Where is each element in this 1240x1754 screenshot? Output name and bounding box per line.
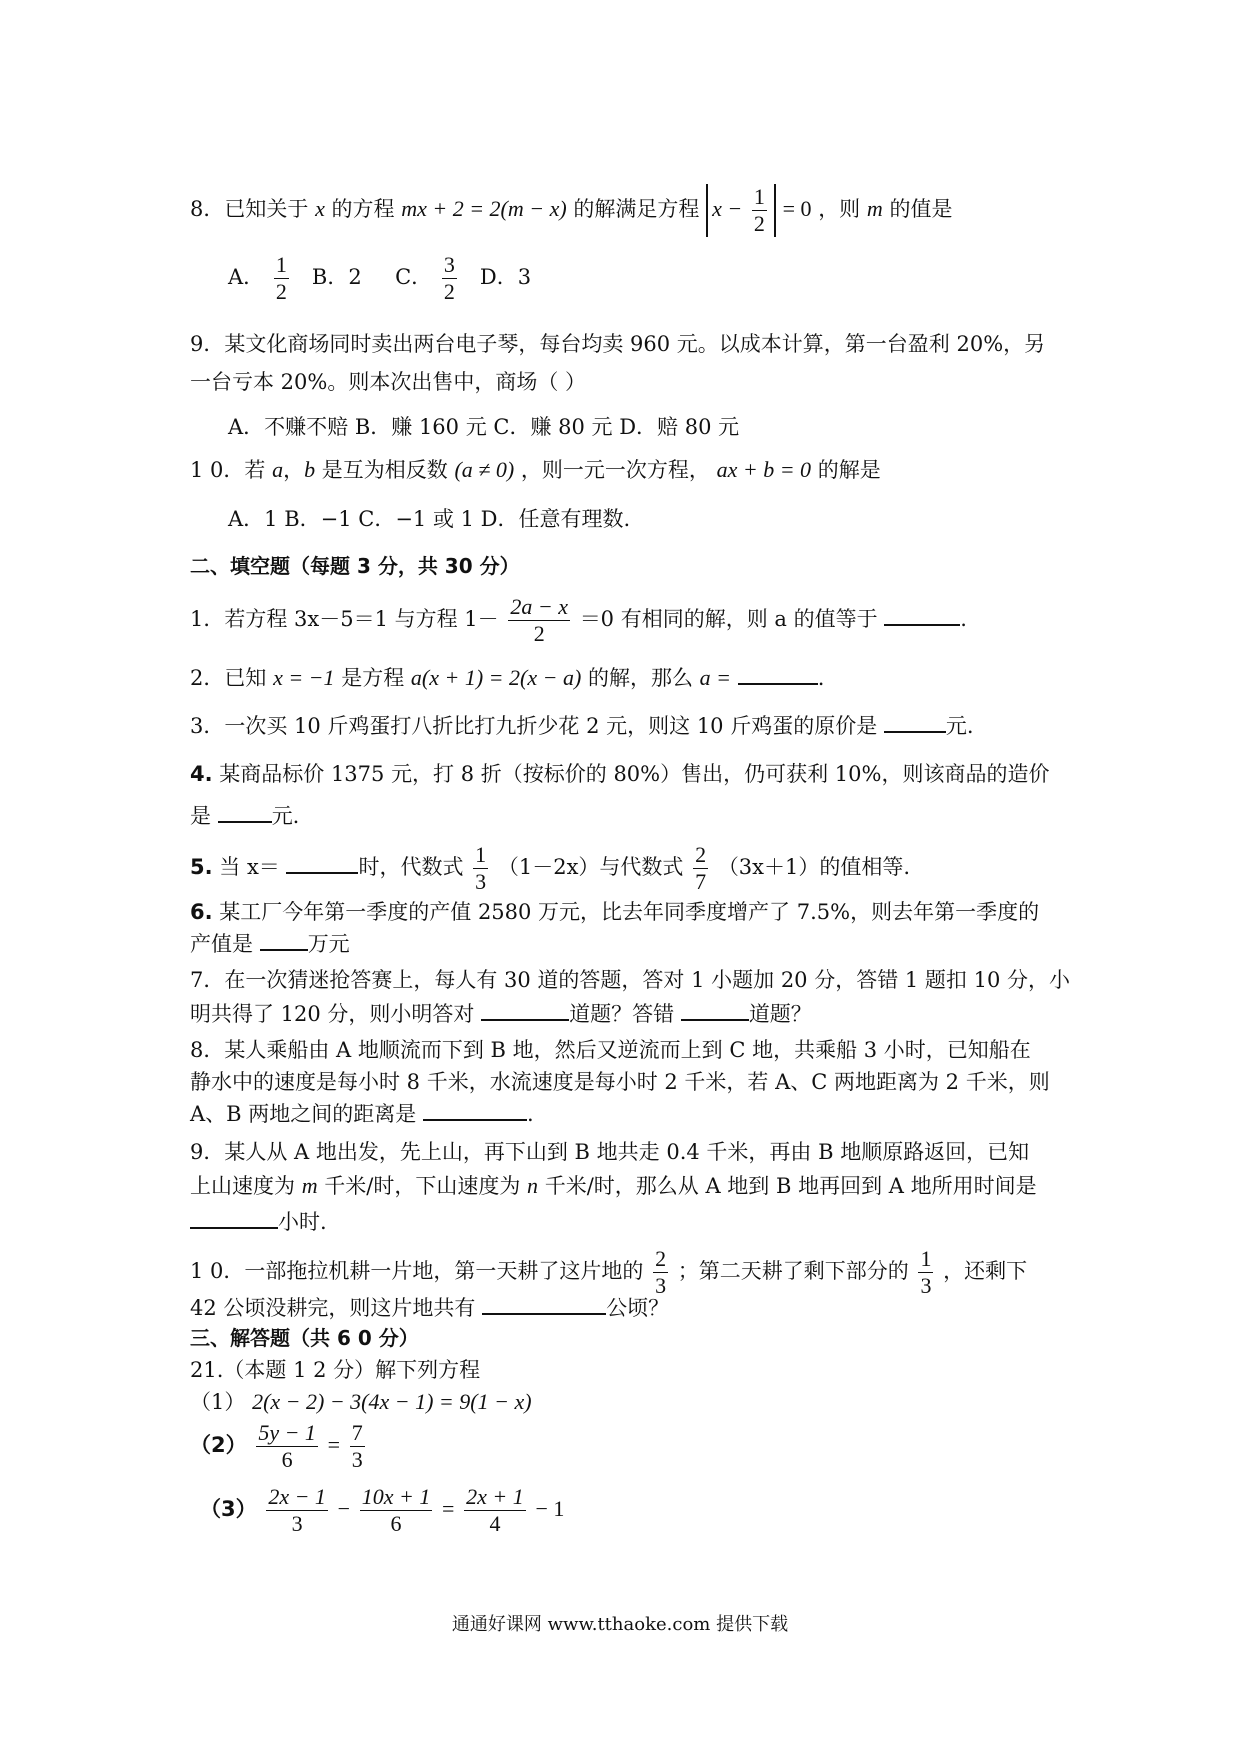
- fill-6-text: 万元: [307, 932, 350, 956]
- q10-text: 是互为相反数: [321, 458, 448, 482]
- fill-7-text: 道题？答错: [569, 1002, 675, 1026]
- fill-4-text: 是: [190, 804, 211, 828]
- fraction-numerator: 2x + 1: [466, 1484, 524, 1509]
- fill-9-line1: 9．某人从 A 地出发，先上山，再下山到 B 地共走 0.4 千米，再由 B 地顺原路返回，已知: [190, 1140, 1030, 1164]
- fill-10-text: 42 公顷没耕完，则这片地共有: [190, 1296, 476, 1320]
- q10-options: A．1 B．−1 C．−1 或 1 D．任意有理数.: [228, 507, 631, 531]
- fill-2-text: 的解，那么: [587, 666, 693, 690]
- fill-7-line1: 7．在一次猜迷抢答赛上，每人有 30 道的答题，答对 1 小题加 20 分，答错 1 题扣 10 分，小: [190, 968, 1070, 992]
- q21-title: 21.（本题 1 2 分）解下列方程: [190, 1358, 481, 1382]
- q21-part2-fraction-left: [256, 1420, 318, 1473]
- fill-10-text: 公顷？: [606, 1296, 670, 1320]
- answer-blank[interactable]: [286, 854, 358, 874]
- fraction-numerator: 1: [753, 184, 765, 209]
- fill-3: [190, 712, 974, 740]
- option-a-label: A．: [228, 265, 265, 289]
- q8-var-x: x: [315, 196, 325, 221]
- part-label: （2）: [190, 1433, 247, 1457]
- q8-absolute-value: [706, 184, 776, 237]
- option-b: B．2: [311, 265, 362, 289]
- q21-part1: [190, 1388, 532, 1416]
- fill-1-fraction: [508, 594, 570, 647]
- fraction-numerator: 10x + 1: [361, 1484, 431, 1509]
- fraction-denominator: 2: [753, 211, 765, 236]
- fill-9-var-n: n: [527, 1173, 539, 1198]
- fill-4-line1: [190, 760, 1049, 788]
- fill-5-text: （1－2x）与代数式: [497, 855, 684, 879]
- fraction-numerator: 2: [695, 842, 707, 867]
- option-d: D．3: [479, 265, 532, 289]
- equals-sign: =: [442, 1496, 455, 1521]
- fill-6-text: 产值是: [190, 932, 253, 956]
- minus-sign: −: [337, 1496, 351, 1521]
- q10-text: ，: [283, 458, 305, 482]
- fraction-denominator: 6: [281, 1447, 293, 1472]
- fraction-numerator: 2a − x: [510, 594, 568, 619]
- answer-blank[interactable]: [481, 1001, 569, 1021]
- answer-blank[interactable]: [190, 1209, 278, 1229]
- fill-2: [190, 664, 824, 692]
- fill-7-text: 明共得了 120 分，则小明答对: [190, 1002, 475, 1026]
- fill-8-line1: 8．某人乘船由 A 地顺流而下到 B 地，然后又逆流而上到 C 地，共乘船 3 小时，已知船在: [190, 1038, 1031, 1062]
- fill-8-text: .: [526, 1102, 534, 1126]
- fill-1-end: .: [960, 607, 967, 631]
- fraction-denominator: 3: [475, 869, 487, 894]
- fill-1-text: 1．若方程 3x－5＝1 与方程 1－: [190, 607, 499, 631]
- q8-equation: mx + 2 = 2(m − x): [401, 196, 567, 221]
- fill-5-text: （3x＋1）的值相等.: [717, 855, 911, 879]
- fill-6-number: 6.: [190, 900, 213, 924]
- answer-blank[interactable]: [738, 665, 818, 685]
- fraction-numerator: 1: [475, 842, 487, 867]
- fraction-numerator: 1: [920, 1246, 932, 1271]
- fill-10-text: 1 0．一部拖拉机耕一片地，第一天耕了这片地的: [190, 1259, 644, 1283]
- fraction-numerator: 5y − 1: [258, 1420, 316, 1445]
- q21-part2-fraction-right: [350, 1420, 365, 1473]
- fill-8-line3: [190, 1100, 534, 1128]
- answer-blank[interactable]: [423, 1101, 527, 1121]
- page-footer: 通通好课网 www.tthaoke.com 提供下载: [451, 1614, 789, 1635]
- q8-options: [228, 252, 531, 305]
- q8-text: 的值是: [889, 197, 953, 221]
- fill-10-text: ，还剩下: [943, 1259, 1028, 1283]
- fill-3-end: 元.: [945, 714, 974, 738]
- fill-9-line2: [190, 1172, 1037, 1200]
- fraction-denominator: 3: [351, 1447, 363, 1472]
- q21-part3: [200, 1484, 564, 1537]
- answer-blank[interactable]: [681, 1001, 749, 1021]
- q8-text: 8．已知关于: [190, 197, 309, 221]
- q10-stem: [190, 456, 881, 484]
- fraction-numerator: 7: [351, 1420, 363, 1445]
- fill-5-fraction-a: [473, 842, 488, 895]
- q9-options: A．不赚不赔 B．赚 160 元 C．赚 80 元 D．赔 80 元: [228, 415, 740, 439]
- fill-10-text: ；第二天耕了剩下部分的: [677, 1259, 909, 1283]
- fill-2-end: .: [817, 666, 825, 690]
- fill-10-line2: [190, 1294, 669, 1322]
- q10-equation: ax + b = 0: [716, 457, 812, 482]
- fraction-numerator: 2x − 1: [268, 1484, 326, 1509]
- section3-title: 三、解答题（共 6 0 分）: [190, 1326, 419, 1350]
- fill-3-text: 3．一次买 10 斤鸡蛋打八折比打九折少花 2 元，则这 10 斤鸡蛋的原价是: [190, 714, 878, 738]
- fraction-numerator: 3: [443, 252, 455, 277]
- fill-9-text: 千米/时，那么从 A 地到 B 地再回到 A 地所用时间是: [544, 1174, 1037, 1198]
- q9-line1: 9．某文化商场同时卖出两台电子琴，每台均卖 960 元。以成本计算，第一台盈利 20%，另: [190, 332, 1046, 356]
- q8-text: ，则: [818, 197, 861, 221]
- fraction-numerator: 1: [275, 252, 287, 277]
- option-c-label: C．: [395, 265, 433, 289]
- fill-5-fraction-b: [693, 842, 708, 895]
- fill-4-line2: [190, 802, 299, 830]
- q8-var-m: m: [866, 196, 883, 221]
- q10-text: 的解是: [817, 458, 881, 482]
- fraction-denominator: 2: [443, 279, 455, 304]
- q8-stem: [190, 184, 952, 237]
- q9-line2: 一台亏本 20%。则本次出售中，商场（ ）: [190, 370, 587, 394]
- option-c-fraction: [442, 252, 457, 305]
- q10-text: 1 0．若: [190, 458, 266, 482]
- answer-blank[interactable]: [260, 931, 308, 951]
- fill-6-line2: [190, 930, 350, 958]
- fill-9-text: 上山速度为: [190, 1174, 295, 1198]
- fill-1: [190, 594, 967, 647]
- q21-part2: [190, 1420, 368, 1473]
- q8-text: 的方程: [331, 197, 395, 221]
- fill-6-text: 某工厂今年第一季度的产值 2580 万元，比去年同季度增产了 7.5%，则去年第一季度的: [212, 900, 1040, 924]
- q21-part3-fraction-b: [360, 1484, 433, 1537]
- q21-part3-fraction-a: [266, 1484, 328, 1537]
- fill-9-line3: [190, 1208, 327, 1236]
- q21-part3-tail: − 1: [535, 1496, 565, 1521]
- fill-10-fraction-b: [918, 1246, 933, 1299]
- q10-condition: (a ≠ 0): [454, 457, 515, 482]
- fill-7-text: 道题？: [748, 1002, 812, 1026]
- fill-2-eq2: a(x + 1) = 2(x − a): [410, 665, 582, 690]
- fill-7-line2: [190, 1000, 812, 1028]
- section2-title: 二、填空题（每题 3 分，共 30 分）: [190, 554, 520, 578]
- q21-part1-equation: 2(x − 2) − 3(4x − 1) = 9(1 − x): [252, 1389, 532, 1414]
- fraction-denominator: 6: [390, 1511, 402, 1536]
- fill-5-text: 当 x＝: [212, 855, 280, 879]
- fill-8-line2: 静水中的速度是每小时 8 千米，水流速度是每小时 2 千米，若 A、C 两地距离为 2 千米，则: [190, 1070, 1050, 1094]
- fraction-denominator: 2: [275, 279, 287, 304]
- q8-eq-zero: = 0: [782, 196, 812, 221]
- fraction-numerator: 2: [655, 1246, 667, 1271]
- fraction-denominator: 4: [489, 1511, 501, 1536]
- fill-9-text: 小时.: [278, 1210, 327, 1234]
- equals-sign: =: [327, 1432, 341, 1457]
- q8-abs-x: x −: [712, 196, 743, 221]
- q10-var-a: a: [272, 457, 284, 482]
- fill-4-text: 某商品标价 1375 元，打 8 折（按标价的 80%）售出，仍可获利 10%，则该商品的造价: [212, 762, 1050, 786]
- fill-9-text: 千米/时，下山速度为: [324, 1174, 521, 1198]
- fraction-denominator: 2: [533, 621, 545, 646]
- fill-4-text: 元.: [271, 804, 300, 828]
- answer-blank[interactable]: [218, 803, 272, 823]
- fraction-denominator: 7: [695, 869, 707, 894]
- answer-blank[interactable]: [884, 713, 946, 733]
- fill-4-number: 4.: [190, 762, 213, 786]
- fill-2-eq1: x = −1: [273, 665, 335, 690]
- fill-5-number: 5.: [190, 855, 213, 879]
- part-label: （1）: [190, 1390, 246, 1414]
- q10-var-b: b: [304, 457, 316, 482]
- q21-part3-fraction-c: [464, 1484, 526, 1537]
- answer-blank[interactable]: [884, 606, 960, 626]
- part-label: （3）: [200, 1497, 257, 1521]
- fill-2-eq3: a =: [699, 665, 732, 690]
- fill-8-text: A、B 两地之间的距离是: [190, 1102, 417, 1126]
- q8-text: 的解满足方程: [573, 197, 700, 221]
- fraction-denominator: 3: [655, 1273, 667, 1298]
- fill-10-line1: [190, 1246, 1027, 1299]
- fill-10-fraction-a: [653, 1246, 668, 1299]
- fill-9-var-m: m: [301, 1173, 318, 1198]
- answer-blank[interactable]: [482, 1295, 606, 1315]
- fill-5: [190, 842, 910, 895]
- fill-1-text: ＝0 有相同的解，则 a 的值等于: [579, 607, 878, 631]
- option-a-fraction: [274, 252, 289, 305]
- fill-5-text: 时，代数式: [358, 855, 464, 879]
- fraction-denominator: 3: [920, 1273, 932, 1298]
- fraction-denominator: 3: [291, 1511, 303, 1536]
- q8-abs-fraction: [752, 184, 767, 237]
- q10-text: ，则一元一次方程，: [520, 458, 710, 482]
- fill-6-line1: [190, 898, 1039, 926]
- fill-2-text: 是方程: [341, 666, 405, 690]
- fill-2-text: 2．已知: [190, 666, 267, 690]
